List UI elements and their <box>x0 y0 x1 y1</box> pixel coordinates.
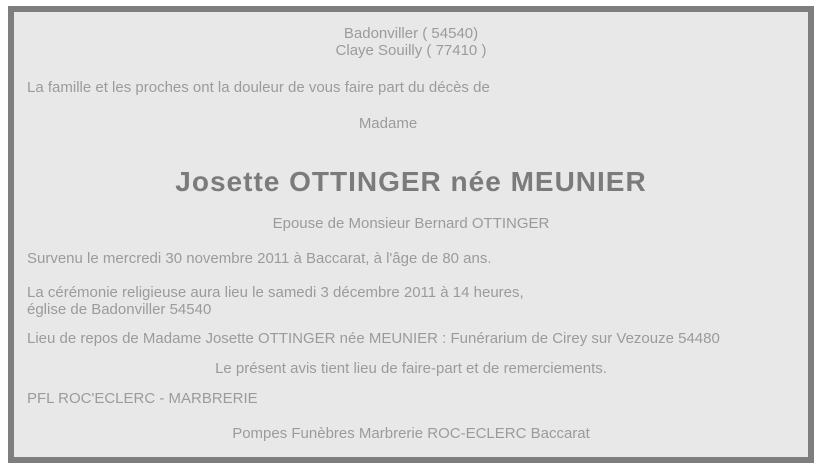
repose-line: Lieu de repos de Madame Josette OTTINGER née MEUNIER : Funérarium de Cirey sur Vezouze 54480 <box>27 330 720 347</box>
death-notice-panel <box>8 6 814 463</box>
ceremony-line-1: La cérémonie religieuse aura lieu le samedi 3 décembre 2011 à 14 heures, <box>27 284 524 301</box>
footer-line: Pompes Funèbres Marbrerie ROC-ECLERC Baccarat <box>232 425 590 442</box>
spouse-line: Epouse de Monsieur Bernard OTTINGER <box>272 215 550 232</box>
ceremony-line-2: église de Badonviller 54540 <box>27 301 212 318</box>
funeral-company-line: PFL ROC'ECLERC - MARBRERIE <box>27 390 258 407</box>
intro-line: La famille et les proches ont la douleur de vous faire part du décès de <box>27 79 490 96</box>
location-line-2: Claye Souilly ( 77410 ) <box>335 42 487 59</box>
death-details-line: Survenu le mercredi 30 novembre 2011 à Baccarat, à l'âge de 80 ans. <box>27 250 492 267</box>
deceased-name-heading: Josette OTTINGER née MEUNIER <box>175 166 647 197</box>
location-line-1: Badonviller ( 54540) <box>343 25 479 42</box>
ceremony-block <box>27 284 795 318</box>
location-block <box>27 25 795 59</box>
civility-title: Madame <box>358 115 418 132</box>
closing-line: Le présent avis tient lieu de faire-part et de remerciements. <box>215 360 607 377</box>
